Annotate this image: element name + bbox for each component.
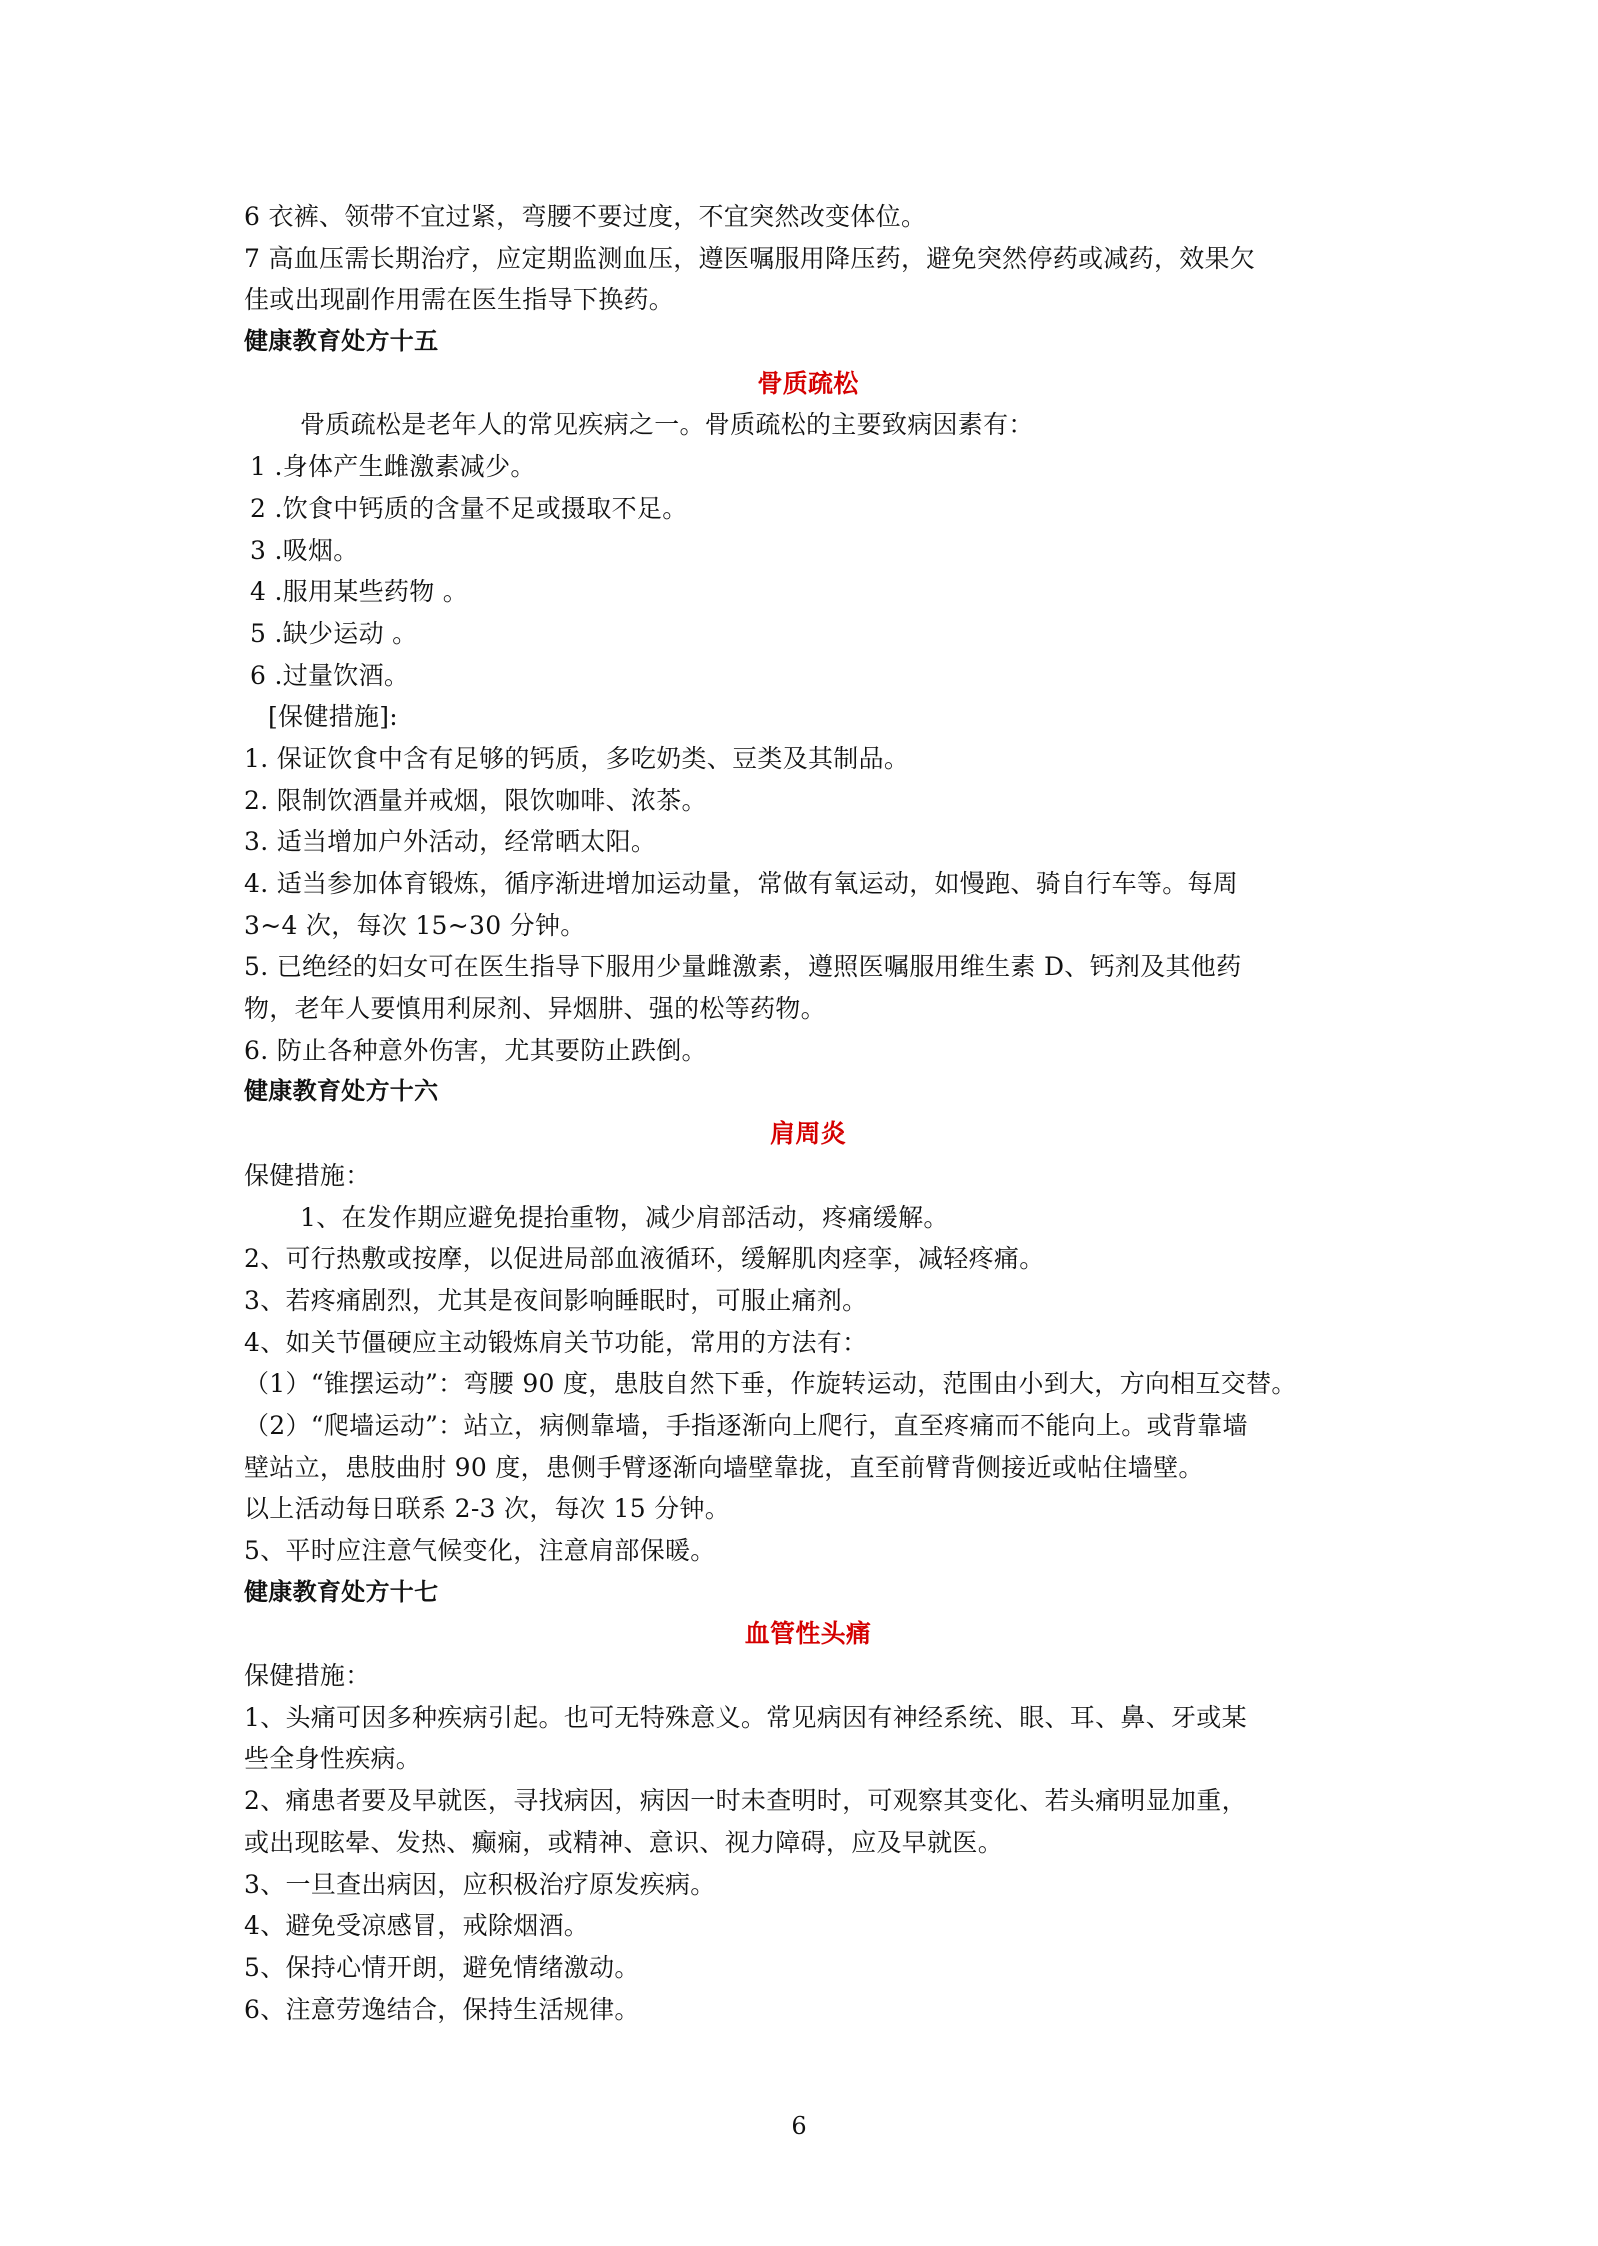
list-item: 1. 保证饮食中含有足够的钙质，多吃奶类、豆类及其制品。 <box>244 743 910 773</box>
list-item: 3. 适当增加户外活动，经常晒太阳。 <box>244 827 657 857</box>
list-item: 1、在发作期应避免提抬重物，减少肩部活动，疼痛缓解。 <box>300 1202 949 1232</box>
list-item: 1、头痛可因多种疾病引起。也可无特殊意义。常见病因有神经系统、眼、耳、鼻、牙或某 <box>244 1702 1247 1732</box>
list-item: （1）“锥摆运动”：弯腰 90 度，患肢自然下垂，作旋转运动，范围由小到大，方向相互交替。 <box>244 1369 1297 1399</box>
section-title: 骨质疏松 <box>757 368 859 398</box>
list-item: 6 .过量饮酒。 <box>250 660 410 690</box>
section-title: 血管性头痛 <box>744 1619 872 1649</box>
text-line: 7 高血压需长期治疗，应定期监测血压，遵医嘱服用降压药，避免突然停药或减药，效果欠 <box>244 243 1256 273</box>
intro-paragraph: 骨质疏松是老年人的常见疾病之一。骨质疏松的主要致病因素有： <box>300 410 1034 440</box>
list-item: 5 .缺少运动 。 <box>250 618 418 648</box>
list-item: 5. 已绝经的妇女可在医生指导下服用少量雌激素，遵照医嘱服用维生素 D、钙剂及其他药 <box>244 952 1242 982</box>
list-item: 4 .服用某些药物 。 <box>250 577 469 607</box>
text-line: 6 衣裤、领带不宜过紧，弯腰不要过度，不宜突然改变体位。 <box>244 202 927 231</box>
text-line: 或出现眩晕、发热、癫痫，或精神、意识、视力障碍，应及早就医。 <box>244 1827 1004 1857</box>
section-title: 肩周炎 <box>770 1119 846 1149</box>
list-item: 3、一旦查出病因，应积极治疗原发疾病。 <box>244 1869 716 1899</box>
list-item: 4、避免受凉感冒，戒除烟酒。 <box>244 1911 590 1941</box>
subheading: [保健措施]: <box>268 702 399 732</box>
list-item: 6. 防止各种意外伤害，尤其要防止跌倒。 <box>244 1035 707 1065</box>
list-item: 2. 限制饮酒量并戒烟，限饮咖啡、浓茶。 <box>244 785 707 815</box>
text-line: 以上活动每日联系 2-3 次，每次 15 分钟。 <box>244 1494 731 1524</box>
text-line: 些全身性疾病。 <box>244 1744 422 1774</box>
section-heading: 健康教育处方十五 <box>244 327 439 356</box>
list-item: 2、痛患者要及早就医，寻找病因，病因一时未查明时，可观察其变化、若头痛明显加重， <box>244 1786 1247 1816</box>
text-line: 3~4 次，每次 15~30 分钟。 <box>244 910 586 940</box>
section-heading: 健康教育处方十七 <box>244 1577 439 1606</box>
subheading: 保健措施： <box>244 1160 371 1190</box>
list-item: 1 .身体产生雌激素减少。 <box>250 452 536 482</box>
list-item: 2、可行热敷或按摩，以促进局部血液循环，缓解肌肉痉挛，减轻疼痛。 <box>244 1244 1045 1274</box>
text-line: 佳或出现副作用需在医生指导下换药。 <box>244 285 675 315</box>
text-line: 物，老年人要慎用利尿剂、异烟肼、强的松等药物。 <box>244 994 826 1024</box>
subheading: 保健措施： <box>244 1661 371 1691</box>
list-item: 2 .饮食中钙质的含量不足或摄取不足。 <box>250 493 688 523</box>
section-heading: 健康教育处方十六 <box>244 1077 439 1106</box>
text-line: 壁站立，患肢曲肘 90 度，患侧手臂逐渐向墙壁靠拢，直至前臂背侧接近或帖住墙壁。 <box>244 1452 1204 1482</box>
list-item: 5、保持心情开朗，避免情绪激动。 <box>244 1952 640 1982</box>
list-item: 3、若疼痛剧烈，尤其是夜间影响睡眠时，可服止痛剂。 <box>244 1285 868 1315</box>
page-number: 6 <box>791 2112 807 2140</box>
list-item: 6、注意劳逸结合，保持生活规律。 <box>244 1994 640 2024</box>
list-item: 4、如关节僵硬应主动锻炼肩关节功能，常用的方法有： <box>244 1327 868 1357</box>
list-item: 4. 适当参加体育锻炼，循序渐进增加运动量，常做有氧运动，如慢跑、骑自行车等。每周 <box>244 869 1239 898</box>
list-item: （2）“爬墙运动”：站立，病侧靠墙，手指逐渐向上爬行，直至疼痛而不能向上。或背靠墙 <box>244 1410 1248 1440</box>
list-item: 5、平时应注意气候变化，注意肩部保暖。 <box>244 1536 716 1565</box>
list-item: 3 .吸烟。 <box>250 535 359 565</box>
document-page <box>244 196 1372 2030</box>
